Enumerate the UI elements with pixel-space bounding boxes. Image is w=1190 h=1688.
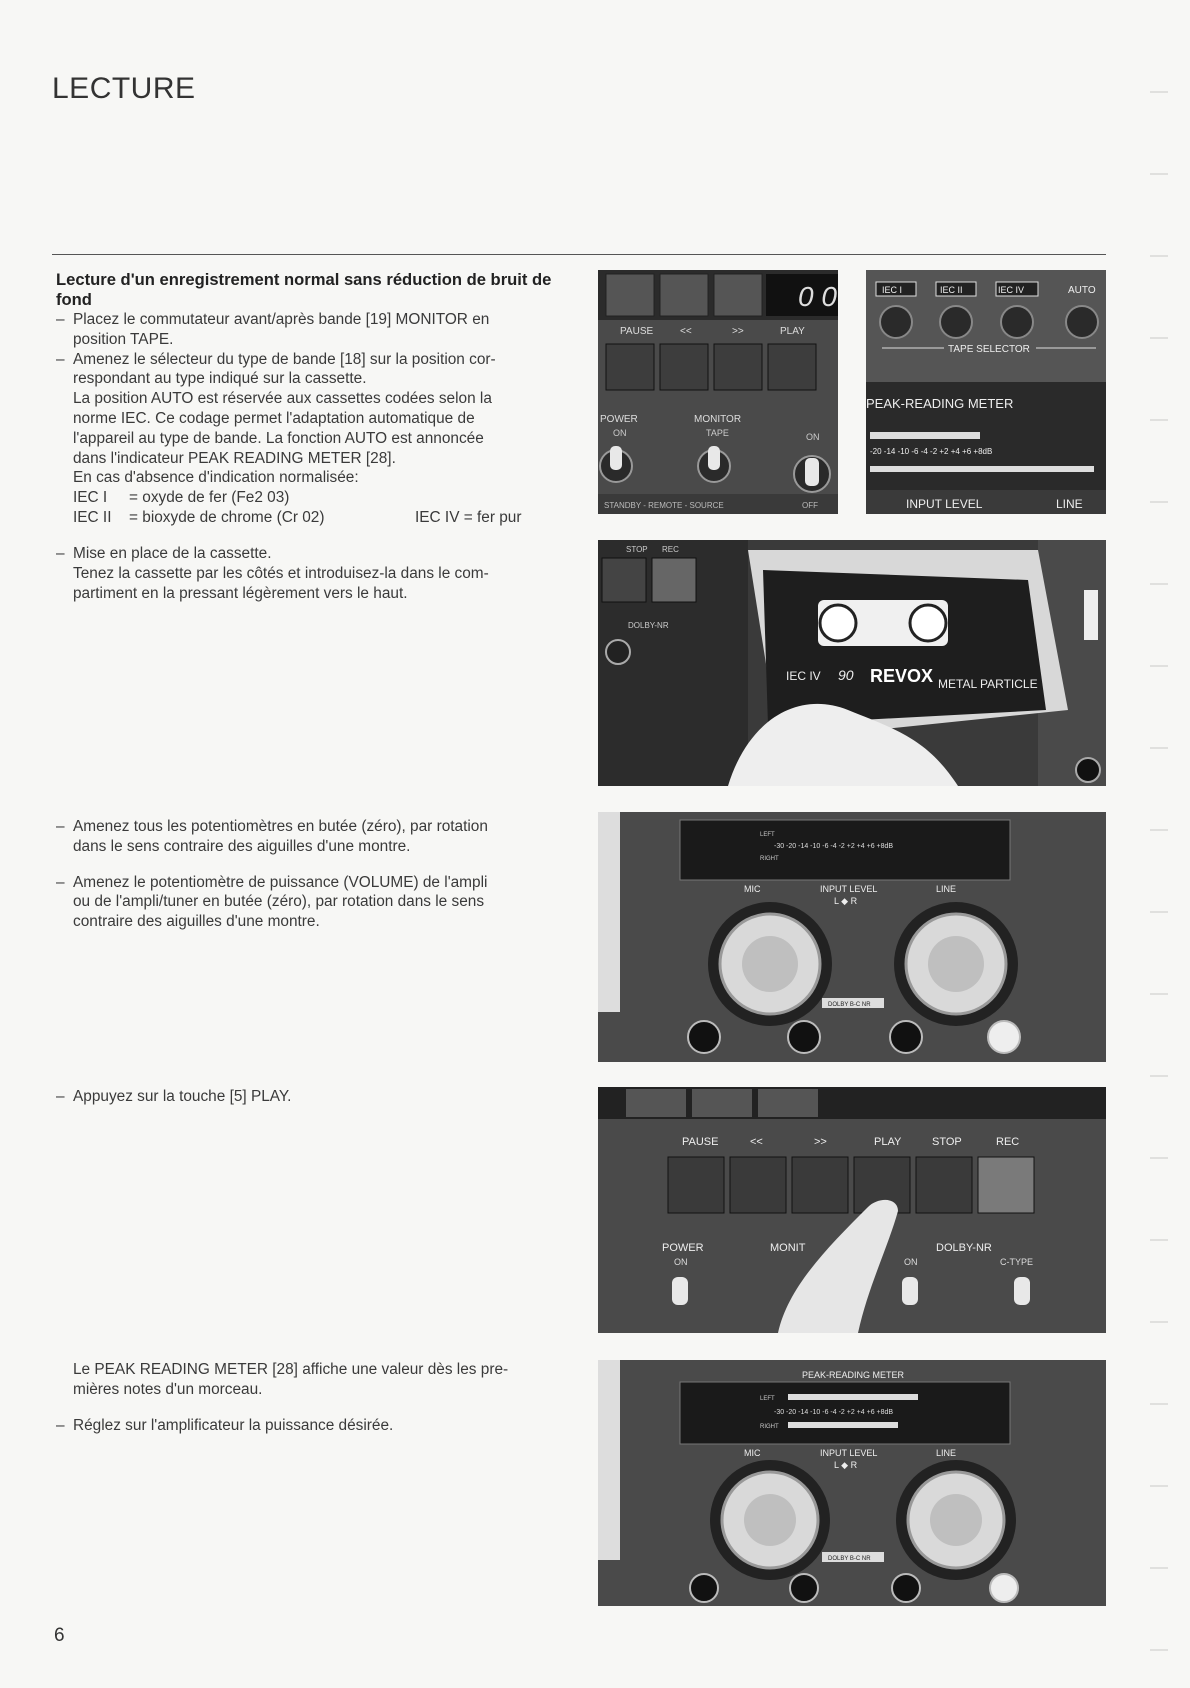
text-line: – Appuyez sur la touche [5] PLAY. xyxy=(73,1088,292,1105)
input-level-label: INPUT LEVEL xyxy=(820,884,878,894)
jack-icon xyxy=(788,1021,820,1053)
pause-label: PAUSE xyxy=(682,1136,719,1148)
section-2-text xyxy=(56,544,568,603)
text-line: – Placez le commutateur avant/après bande [19] MONITOR en xyxy=(73,311,490,328)
rewind-label: << xyxy=(680,326,692,337)
auto-label: AUTO xyxy=(1068,285,1096,296)
dolby-toggle-icon xyxy=(902,1277,918,1305)
iec-4-button-icon xyxy=(1001,306,1033,338)
iec-value: = bioxyde de chrome (Cr 02) xyxy=(129,508,325,526)
meter-scale: -20 -14 -10 -6 -4 -2 +2 +4 +6 +8dB xyxy=(870,447,993,456)
rec-label: REC xyxy=(662,545,679,554)
text-line: dans le sens contraire des aiguilles d'une montre. xyxy=(73,837,411,855)
margin-ticks xyxy=(1150,0,1180,1683)
dolby-switch-icon xyxy=(606,640,630,664)
step-cassette xyxy=(56,544,568,564)
meter-scale: -30 -20 -14 -10 -6 -4 -2 +2 +4 +6 +8dB xyxy=(774,1409,894,1416)
auto-note xyxy=(56,389,568,488)
balance-label: L ◆ R xyxy=(834,896,858,906)
level-bar-right xyxy=(788,1422,898,1428)
text-line: – Amenez le potentiomètre de puissance (VOLUME) de l'ampli xyxy=(73,873,488,891)
section-5-text xyxy=(56,1360,568,1435)
dolby-label: DOLBY-NR xyxy=(936,1242,992,1254)
iec-2-button-icon xyxy=(940,306,972,338)
cassette-length: 90 xyxy=(838,667,854,683)
jack-icon xyxy=(790,1574,818,1602)
photo-tape-selector xyxy=(866,270,1106,514)
power-on-label: ON xyxy=(613,428,627,438)
text-line: Le PEAK READING METER [28] affiche une valeur dès les pre- xyxy=(73,1361,509,1378)
page-number: 6 xyxy=(54,1625,65,1646)
peak-meter-label: PEAK-READING METER xyxy=(802,1370,905,1380)
iec-1-button-icon xyxy=(880,306,912,338)
section-3-text xyxy=(56,817,568,932)
left-channel-label: LEFT xyxy=(760,832,775,838)
cassette-icon xyxy=(763,570,1046,725)
text-line: norme IEC. Ce codage permet l'adaptation automatique de xyxy=(73,409,475,427)
forward-label: >> xyxy=(732,326,744,337)
text-line: – Amenez tous les potentiomètres en butée (zéro), par rotation xyxy=(73,818,488,835)
jack-icon xyxy=(990,1574,1018,1602)
iec-4-label: IEC IV xyxy=(998,285,1025,295)
text-line: contraire des aiguilles d'une montre. xyxy=(73,913,320,931)
text-line: – Amenez le sélecteur du type de bande [18] sur la position cor- xyxy=(73,350,496,368)
on-label: ON xyxy=(806,432,820,442)
peak-meter-label: PEAK-READING METER xyxy=(866,396,1014,411)
iec-2-row xyxy=(56,508,568,528)
iec-2-label: IEC II xyxy=(940,285,963,295)
mic-label: MIC xyxy=(744,884,761,894)
text-line: respondant au type indiqué sur la cassette. xyxy=(73,370,367,388)
text-line: La position AUTO est réservée aux cassettes codées selon la xyxy=(73,390,492,408)
iec-key: IEC I xyxy=(73,489,108,507)
step-amplifier xyxy=(56,1416,568,1436)
photo-transport-panel xyxy=(598,270,838,514)
mic-label: MIC xyxy=(744,1448,761,1458)
cassette-note xyxy=(56,564,568,604)
play-label: PLAY xyxy=(874,1136,902,1148)
stop-label: STOP xyxy=(932,1136,962,1148)
text-line: En cas d'absence d'indication normalisée: xyxy=(73,469,359,487)
iec-4-badge: IEC IV xyxy=(786,669,821,683)
dolby-label: DOLBY-NR xyxy=(628,621,669,630)
meter-scale: -30 -20 -14 -10 -6 -4 -2 +2 +4 +6 +8dB xyxy=(774,843,894,850)
dolby-on-label: ON xyxy=(904,1257,918,1267)
monitor-label: MONITOR xyxy=(694,414,742,425)
dolby-badge: DOLBY B-C NR xyxy=(828,1002,871,1008)
rewind-key xyxy=(660,344,708,390)
c-type-label: C-TYPE xyxy=(1000,1257,1034,1267)
jack-icon xyxy=(892,1574,920,1602)
text-line: l'appareil au type de bande. La fonction AUTO est annoncée xyxy=(73,429,484,447)
stop-key xyxy=(602,558,646,602)
line-label: LINE xyxy=(1056,497,1083,511)
input-level-label: INPUT LEVEL xyxy=(820,1448,878,1458)
iec-value: = oxyde de fer (Fe2 03) xyxy=(129,489,290,507)
power-on-label: ON xyxy=(674,1257,688,1267)
photo-input-levels xyxy=(598,812,1106,1062)
monitor-label: MONIT xyxy=(770,1242,806,1254)
forward-label: >> xyxy=(814,1136,827,1148)
counter-display: 0 0 xyxy=(798,281,837,312)
section-divider xyxy=(52,254,1106,255)
photo-cassette-insertion xyxy=(598,540,1106,786)
text-line: Tenez la cassette par les côtés et introduisez-la dans le com- xyxy=(73,564,489,582)
step-play xyxy=(56,1087,568,1107)
c-type-toggle-icon xyxy=(1014,1277,1030,1305)
text-line: mières notes d'un morceau. xyxy=(73,1380,263,1398)
text-line: – Mise en place de la cassette. xyxy=(73,545,272,562)
right-channel-label: RIGHT xyxy=(760,1424,779,1430)
play-label: PLAY xyxy=(780,326,805,337)
power-toggle-icon xyxy=(672,1277,688,1305)
text-line: position TAPE. xyxy=(73,330,174,348)
step-volume xyxy=(56,873,568,932)
page-title: LECTURE xyxy=(52,72,196,105)
rec-key xyxy=(652,558,696,602)
photo-peak-meter xyxy=(598,1360,1106,1606)
cassette-type: METAL PARTICLE xyxy=(938,677,1038,691)
rewind-label: << xyxy=(750,1136,763,1148)
text-line: – Réglez sur l'amplificateur la puissance désirée. xyxy=(73,1416,394,1434)
step-potentiometers xyxy=(56,817,568,857)
tape-label: TAPE xyxy=(706,428,729,438)
text-line: partiment en la pressant légèrement vers le haut. xyxy=(73,584,408,602)
jack-icon xyxy=(690,1574,718,1602)
monitor-toggle-icon xyxy=(708,446,720,470)
level-bar-left xyxy=(788,1394,918,1400)
iec-key: IEC II xyxy=(73,508,112,526)
section-1-text xyxy=(56,270,568,528)
power-label: POWER xyxy=(600,414,638,425)
step-monitor xyxy=(56,310,568,350)
pause-label: PAUSE xyxy=(620,326,654,337)
photo-play-button xyxy=(598,1087,1106,1333)
pause-key xyxy=(606,344,654,390)
forward-key xyxy=(714,344,762,390)
jack-icon xyxy=(890,1021,922,1053)
brand-logo-text: REVOX xyxy=(870,666,934,686)
section-heading: Lecture d'un enregistrement normal sans réduction de bruit de fond xyxy=(56,270,552,309)
power-label: POWER xyxy=(662,1242,704,1254)
iec-value: IEC IV = fer pur xyxy=(415,508,522,526)
right-channel-label: RIGHT xyxy=(760,856,779,862)
standby-bar-label: STANDBY - REMOTE - SOURCE xyxy=(604,501,724,510)
text-line: ou de l'ampli/tuner en butée (zéro), par rotation dans le sens xyxy=(73,893,485,911)
left-channel-label: LEFT xyxy=(760,1396,775,1402)
power-toggle-icon xyxy=(610,446,622,470)
iec-1-row xyxy=(56,488,568,508)
stop-label: STOP xyxy=(626,545,648,554)
auto-button-icon xyxy=(1066,306,1098,338)
jack-icon xyxy=(988,1021,1020,1053)
line-label: LINE xyxy=(936,884,957,894)
section-4-text xyxy=(56,1087,568,1107)
source-toggle-icon xyxy=(805,458,819,486)
balance-label: L ◆ R xyxy=(834,1460,858,1470)
iec-1-label: IEC I xyxy=(882,285,903,295)
level-bar-right xyxy=(870,466,1094,472)
tape-selector-label: TAPE SELECTOR xyxy=(948,344,1030,355)
play-key xyxy=(768,344,816,390)
line-label: LINE xyxy=(936,1448,957,1458)
rec-label: REC xyxy=(996,1136,1020,1148)
peak-note xyxy=(56,1360,568,1400)
text-line: dans l'indicateur PEAK READING METER [28]. xyxy=(73,449,396,467)
dolby-badge: DOLBY B-C NR xyxy=(828,1556,871,1562)
level-bar-left xyxy=(870,432,980,439)
input-level-label: INPUT LEVEL xyxy=(906,497,983,511)
jack-icon xyxy=(688,1021,720,1053)
off-label: OFF xyxy=(802,501,818,510)
step-tape-selector xyxy=(56,350,568,390)
